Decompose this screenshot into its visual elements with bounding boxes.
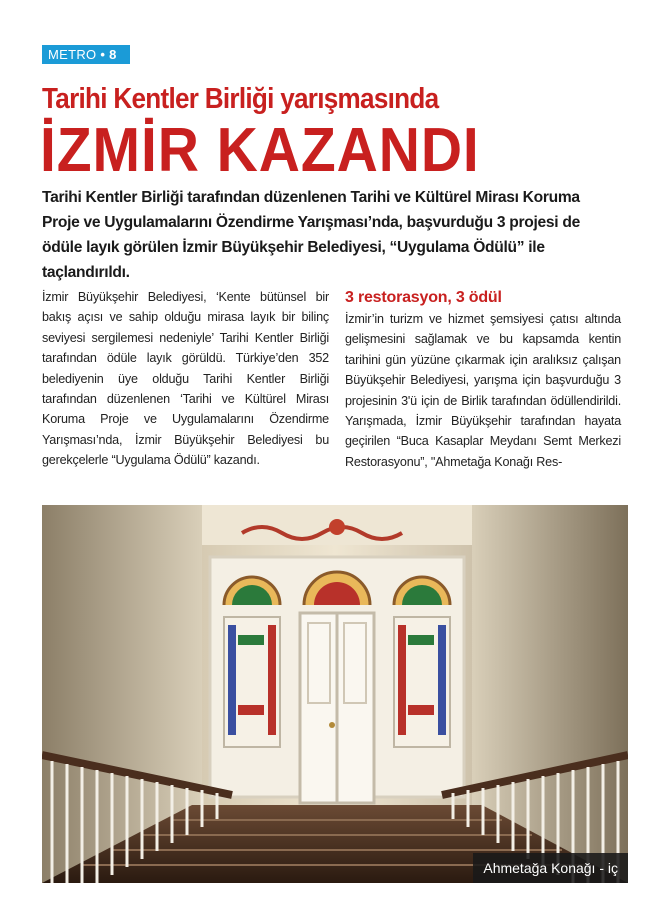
body-column-right-text: İzmir’in turizm ve hizmet şemsiyesi çatısı altında gelişmesini sağlamak ve bu kapsamda kentin tarihini gün yüzüne çıkarmak için aralıksız çalışan Büyükşehir Belediyesi, yarışma için başvurduğu 3 projesinin 3'ü için de Birlik tarafından ödüllendirildi. Yarışmada, İzmir Büyükşehir tarafından hayata geçirilen “Buca Kasaplar Meydanı Semt Merkezi Restorasyonu”, "Ahmetağa Konağı Res- [345, 312, 621, 469]
photo-caption: Ahmetağa Konağı - iç [473, 853, 628, 883]
article-photo [42, 505, 628, 883]
section-name: METRO [48, 47, 97, 62]
body-column-left: İzmir Büyükşehir Belediyesi, ‘Kente bütünsel bir bakış açısı ve sahip olduğu mirasa layık bir bilinç seviyesi sergilemesi nedeniyle’ Tarihi Kentler Birliği tarafından ödüle layık görüldü. Türkiye’den 352 belediyenin üye olduğu Tarihi Kentler Birliği tarafından düzenlenen ‘Tarihi ve Kültürel Mirası Koruma Proje ve Uygulamalarını Özendirme Yarışması’nda, İzmir Büyükşehir Belediyesi bu gerekçelerle “Uygulama Ödülü” kazandı. [42, 290, 329, 468]
article-lead: Tarihi Kentler Birliği tarafından düzenlenen Tarihi ve Kültürel Mirası Koruma Proje ve Uygulamalarını Özendirme Yarışması’nda, başvurduğu 3 projesi de ödüle layık görülen İzmir Büyükşehir Belediyesi, “Uygulama Ödülü” ile taçlandırıldı. [42, 189, 580, 281]
article-headline: İZMİR KAZANDI [40, 116, 480, 185]
body-column-right [345, 288, 621, 472]
page-number: • 8 [100, 47, 117, 62]
article-kicker: Tarihi Kentler Birliği yarışmasında [42, 83, 439, 115]
staircase-stained-glass-photo [42, 505, 628, 883]
article-subhead: 3 restorasyon, 3 ödül [345, 289, 502, 306]
section-tag [42, 45, 130, 64]
